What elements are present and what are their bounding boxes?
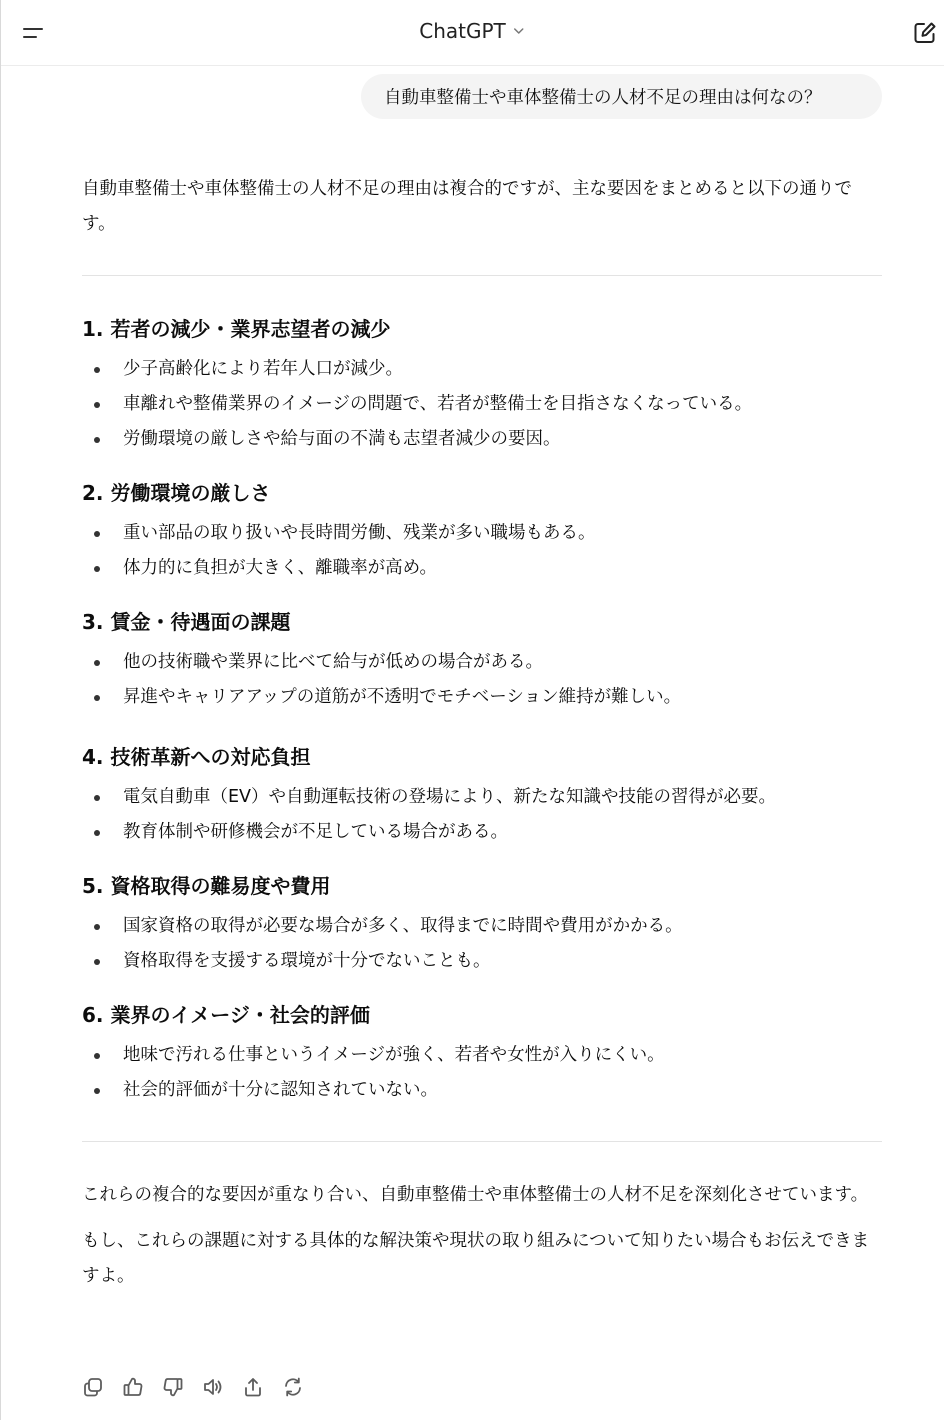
read-aloud-icon	[202, 1376, 224, 1398]
list-item: 資格取得を支援する環境が十分でないことも。	[82, 944, 882, 979]
thumbs-down-button[interactable]	[162, 1374, 184, 1400]
bullet-list	[82, 516, 882, 586]
regenerate-button[interactable]	[282, 1374, 304, 1400]
bullet-list	[82, 909, 882, 979]
user-message-bubble	[361, 74, 882, 119]
thumbs-up-button[interactable]	[122, 1374, 144, 1400]
section-title: 1. 若者の減少・業界志望者の減少	[82, 317, 391, 341]
reason-section-6	[82, 1000, 882, 1108]
user-message-text: 自動車整備士や車体整備士の人材不足の理由は何なの？	[384, 88, 822, 108]
share-icon	[242, 1376, 264, 1398]
reason-section-5	[82, 871, 882, 979]
list-item: 社会的評価が十分に認知されていない。	[82, 1073, 882, 1108]
section-divider	[82, 275, 882, 276]
sidebar-menu-icon[interactable]	[19, 22, 49, 44]
list-item: 地味で汚れる仕事というイメージが強く、若者や女性が入りにくい。	[82, 1038, 882, 1073]
copy-button[interactable]	[82, 1374, 104, 1400]
list-item: 昇進やキャリアアップの道筋が不透明でモチベーション維持が難しい。	[82, 680, 882, 715]
top-bar	[1, 0, 944, 66]
regenerate-icon	[282, 1376, 304, 1398]
assistant-response	[82, 172, 882, 1294]
message-action-bar	[82, 1374, 304, 1400]
thumbs-down-icon	[162, 1376, 184, 1398]
reason-section-4	[82, 742, 882, 850]
list-item: 電気自動車（EV）や自動運転技術の登場により、新たな知識や技能の習得が必要。	[82, 780, 882, 815]
list-item: 少子高齢化により若年人口が減少。	[82, 352, 882, 387]
list-item: 他の技術職や業界に比べて給与が低めの場合がある。	[82, 645, 882, 680]
share-button[interactable]	[242, 1374, 264, 1400]
model-selector[interactable]	[419, 19, 526, 43]
thumbs-up-icon	[122, 1376, 144, 1398]
list-item: 教育体制や研修機会が不足している場合がある。	[82, 815, 882, 850]
section-title: 5. 資格取得の難易度や費用	[82, 874, 331, 898]
bullet-list	[82, 1038, 882, 1108]
reason-section-3	[82, 607, 882, 715]
read-aloud-button[interactable]	[202, 1374, 224, 1400]
bullet-list	[82, 352, 882, 457]
reason-section-1	[82, 314, 882, 457]
list-item: 国家資格の取得が必要な場合が多く、取得までに時間や費用がかかる。	[82, 909, 882, 944]
list-item: 車離れや整備業界のイメージの問題で、若者が整備士を目指さなくなっている。	[82, 387, 882, 422]
bullet-list	[82, 780, 882, 850]
new-chat-icon[interactable]	[912, 20, 938, 46]
section-title: 3. 賃金・待遇面の課題	[82, 610, 291, 634]
response-intro: 自動車整備士や車体整備士の人材不足の理由は複合的ですが、主な要因をまとめると以下の通りです。	[82, 179, 852, 234]
list-item: 体力的に負担が大きく、離職率が高め。	[82, 551, 882, 586]
section-divider	[82, 1141, 882, 1142]
bullet-list	[82, 645, 882, 715]
response-conclusion: これらの複合的な要因が重なり合い、自動車整備士や車体整備士の人材不足を深刻化させています。	[82, 1185, 869, 1205]
response-closing: もし、これらの課題に対する具体的な解決策や現状の取り組みについて知りたい場合もお伝えできますよ。	[82, 1231, 870, 1286]
copy-icon	[82, 1376, 104, 1398]
reason-section-2	[82, 478, 882, 586]
section-title: 6. 業界のイメージ・社会的評価	[82, 1003, 370, 1027]
list-item: 労働環境の厳しさや給与面の不満も志望者減少の要因。	[82, 422, 882, 457]
chevron-down-icon	[512, 24, 526, 38]
section-title: 4. 技術革新への対応負担	[82, 745, 311, 769]
model-name: ChatGPT	[419, 19, 506, 43]
section-title: 2. 労働環境の厳しさ	[82, 481, 271, 505]
list-item: 重い部品の取り扱いや長時間労働、残業が多い職場もある。	[82, 516, 882, 551]
